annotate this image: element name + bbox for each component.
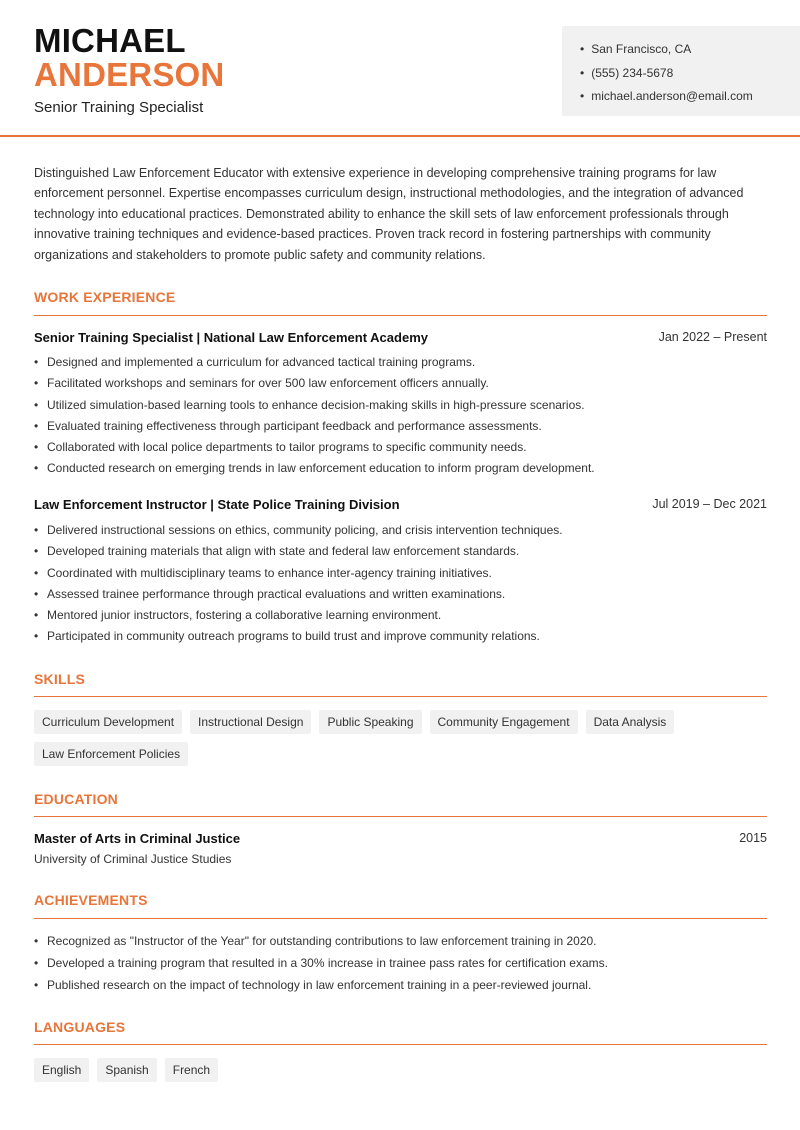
education-degree: Master of Arts in Criminal Justice xyxy=(34,831,241,846)
contact-phone: • (555) 234-5678 xyxy=(580,62,800,86)
skill-tag: Law Enforcement Policies xyxy=(34,742,188,766)
job-title: Senior Training Specialist xyxy=(34,99,204,116)
skill-tag: Community Engagement xyxy=(430,710,578,734)
education-school: University of Criminal Justice Studies xyxy=(34,852,232,866)
header-divider xyxy=(0,135,800,137)
last-name: ANDERSON xyxy=(34,56,225,93)
list-item: • Developed a training program that resulted in a 30% increase in trainee pass rates for certification exams. xyxy=(34,952,774,974)
skill-tag: Data Analysis xyxy=(586,710,675,734)
section-title-skills: SKILLS xyxy=(34,671,85,687)
job-bullets-1 xyxy=(34,352,774,480)
skill-tag: Curriculum Development xyxy=(34,710,182,734)
job-date-1: Jan 2022 – Present xyxy=(658,330,767,344)
list-item: • Recognized as "Instructor of the Year" for outstanding contributions to law enforcement training in 2020. xyxy=(34,930,774,952)
job-date-2: Jul 2019 – Dec 2021 xyxy=(652,497,767,511)
section-divider xyxy=(34,816,767,817)
section-title-education: EDUCATION xyxy=(34,791,118,807)
list-item: • Published research on the impact of technology in law enforcement training in a peer-reviewed journal. xyxy=(34,974,774,996)
job-title-1: Senior Training Specialist | National Law Enforcement Academy xyxy=(34,330,428,345)
list-item: • Designed and implemented a curriculum for advanced tactical training programs. xyxy=(34,352,774,373)
section-divider xyxy=(34,1044,767,1045)
skill-tag: Instructional Design xyxy=(190,710,311,734)
language-tag: French xyxy=(165,1058,218,1082)
list-item: • Delivered instructional sessions on ethics, community policing, and crisis intervention techniques. xyxy=(34,520,774,541)
section-title-achievements: ACHIEVEMENTS xyxy=(34,892,148,908)
contact-location: • San Francisco, CA xyxy=(580,38,800,62)
summary: Distinguished Law Enforcement Educator with extensive experience in developing comprehensive training programs for law enforcement personnel. Expertise encompasses curriculum design, instructional methodologies, and the integration of advanced technology into educational practices. Demonstrated ability to enhance the skill sets of law enforcement professionals through innovative training techniques and evidence-based practices. Proven track record in fostering partnerships with community organizations and stakeholders to promote public safety and community relations. xyxy=(34,166,744,262)
skill-tag: Public Speaking xyxy=(319,710,421,734)
languages-tags xyxy=(34,1058,769,1082)
list-item: • Evaluated training effectiveness through participant feedback and performance assessments. xyxy=(34,416,774,437)
list-item: • Developed training materials that align with state and federal law enforcement standards. xyxy=(34,541,774,562)
section-title-languages: LANGUAGES xyxy=(34,1019,126,1035)
section-title-experience: WORK EXPERIENCE xyxy=(34,289,176,305)
contact-email[interactable]: • michael.anderson@email.com xyxy=(580,85,800,109)
language-tag: English xyxy=(34,1058,89,1082)
contact-box xyxy=(562,26,800,116)
section-divider xyxy=(34,918,767,919)
achievements-list xyxy=(34,930,774,996)
section-divider xyxy=(34,315,767,316)
section-divider xyxy=(34,696,767,697)
education-year: 2015 xyxy=(739,831,767,845)
list-item: • Facilitated workshops and seminars for over 500 law enforcement officers annually. xyxy=(34,373,774,394)
list-item: • Conducted research on emerging trends in law enforcement education to inform program development. xyxy=(34,458,774,479)
language-tag: Spanish xyxy=(97,1058,156,1082)
job-bullets-2 xyxy=(34,520,774,648)
list-item: • Assessed trainee performance through practical evaluations and written examinations. xyxy=(34,584,774,605)
list-item: • Collaborated with local police departments to tailor programs to specific community needs. xyxy=(34,437,774,458)
list-item: • Coordinated with multidisciplinary teams to enhance inter-agency training initiatives. xyxy=(34,563,774,584)
job-title-2: Law Enforcement Instructor | State Police Training Division xyxy=(34,497,400,512)
list-item: • Mentored junior instructors, fostering a collaborative learning environment. xyxy=(34,605,774,626)
first-name: MICHAEL xyxy=(34,22,186,59)
list-item: • Participated in community outreach programs to build trust and improve community relations. xyxy=(34,626,774,647)
list-item: • Utilized simulation-based learning tools to enhance decision-making skills in high-pressure scenarios. xyxy=(34,395,774,416)
skills-tags xyxy=(34,710,769,766)
